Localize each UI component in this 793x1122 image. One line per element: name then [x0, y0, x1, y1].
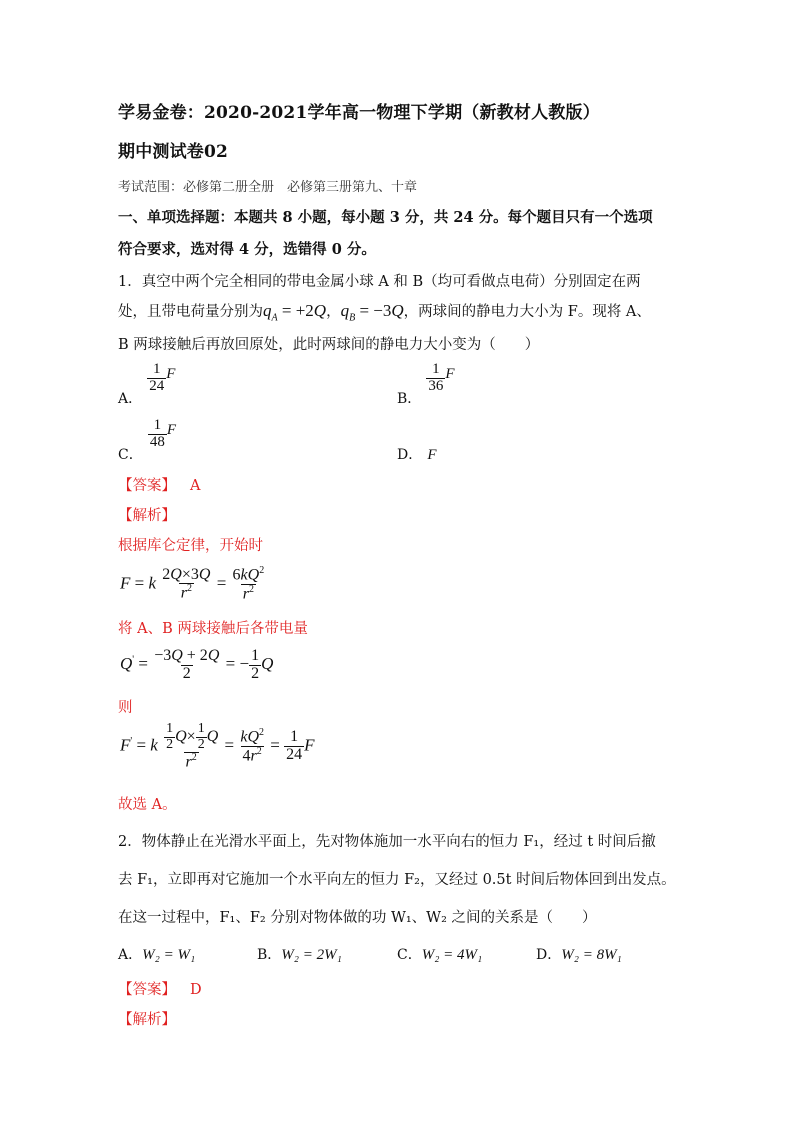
page-subtitle: 期中测试卷02 [118, 142, 229, 162]
q2-option-c: C．W₂ = 4W₁ [397, 947, 483, 963]
q1-equation-1: F = k $\frac{2Q\times 3Q}{r^2}$ = $\frac{6kQ^2}{r^2}$ [120, 565, 265, 603]
q1-option-d: D． F [397, 447, 437, 463]
q2-analysis-label: 【解析】 [118, 1012, 176, 1028]
q2-stem-line1: 2．物体静止在光滑水平面上，先对物体施加一水平向右的恒力 F₁，经过 t 时间后撤 [118, 834, 656, 850]
exam-scope: 考试范围：必修第二册全册 必修第三册第九、十章 [118, 180, 418, 195]
q2-answer-value: D [190, 982, 202, 998]
q1-stem-line2-post: ，两球间的静电力大小为 F。现将 A、 [403, 304, 651, 320]
q1-charge-a: $q_A = +2Q$ [263, 301, 327, 324]
q1-stem-line2 [118, 300, 651, 323]
q1-analysis-line3: 则 [118, 700, 133, 716]
q1-answer: 【答案】 A [118, 478, 201, 494]
q1-stem-line2-pre: 处，且带电荷量分别为 [118, 304, 263, 320]
q1-sep: ， [326, 304, 341, 320]
q1-charge-b: $q_B = -3Q$ [340, 301, 404, 324]
q2-answer: 【答案】 D [118, 982, 202, 998]
section-heading-line2: 符合要求，选对得 4 分，选错得 0 分。 [118, 241, 376, 258]
q2-stem-line2: 去 F₁，立即再对它施加一个水平向左的恒力 F₂，又经过 0.5t 时间后物体回到出发点。 [118, 872, 676, 888]
q1-analysis-line2: 将 A、B 两球接触后各带电量 [118, 621, 308, 637]
q1-option-a: A． $\frac{1}{24}$ F [118, 361, 176, 407]
q1-option-b: B． $\frac{1}{36}$ F [397, 361, 455, 407]
q1-option-c: C． $\frac{1}{48}$ F [118, 417, 176, 463]
q2-stem-line3: 在这一过程中，F₁、F₂ 分别对物体做的功 W₁、W₂ 之间的关系是（ ） [118, 910, 597, 926]
q2-option-b: B．W₂ = 2W₁ [257, 947, 342, 963]
q1-analysis-label: 【解析】 [118, 508, 176, 524]
q1-conclusion: 故选 A。 [118, 797, 177, 813]
q2-option-a: A．W₂ = W₁ [118, 947, 196, 963]
q1-stem-line1: 1．真空中两个完全相同的带电金属小球 A 和 B（均可看做点电荷）分别固定在两 [118, 274, 641, 290]
section-heading-line1: 一、单项选择题：本题共 8 小题，每小题 3 分，共 24 分。每个题目只有一个选项 [118, 209, 653, 226]
q2-option-d: D．W₂ = 8W₁ [536, 947, 622, 963]
q1-equation-3: F' = k $\frac{1}{2}$ Q× $\frac{1}{2}$ Q $r^2$ = $\frac{kQ^2}{4r^2}$ = $\frac{1}{24}$ F [120, 721, 315, 771]
q1-equation-2: Q' = $\frac{-3Q + 2Q}{2}$ = − $\frac{1}{2}$ Q [120, 647, 274, 682]
q1-stem-line3: B 两球接触后再放回原处，此时两球间的静电力大小变为（ ） [118, 337, 540, 353]
q1-answer-value: A [190, 478, 201, 494]
page-title: 学易金卷：2020-2021学年高一物理下学期（新教材人教版） [118, 103, 600, 123]
q1-analysis-line1: 根据库仑定律，开始时 [118, 538, 263, 554]
